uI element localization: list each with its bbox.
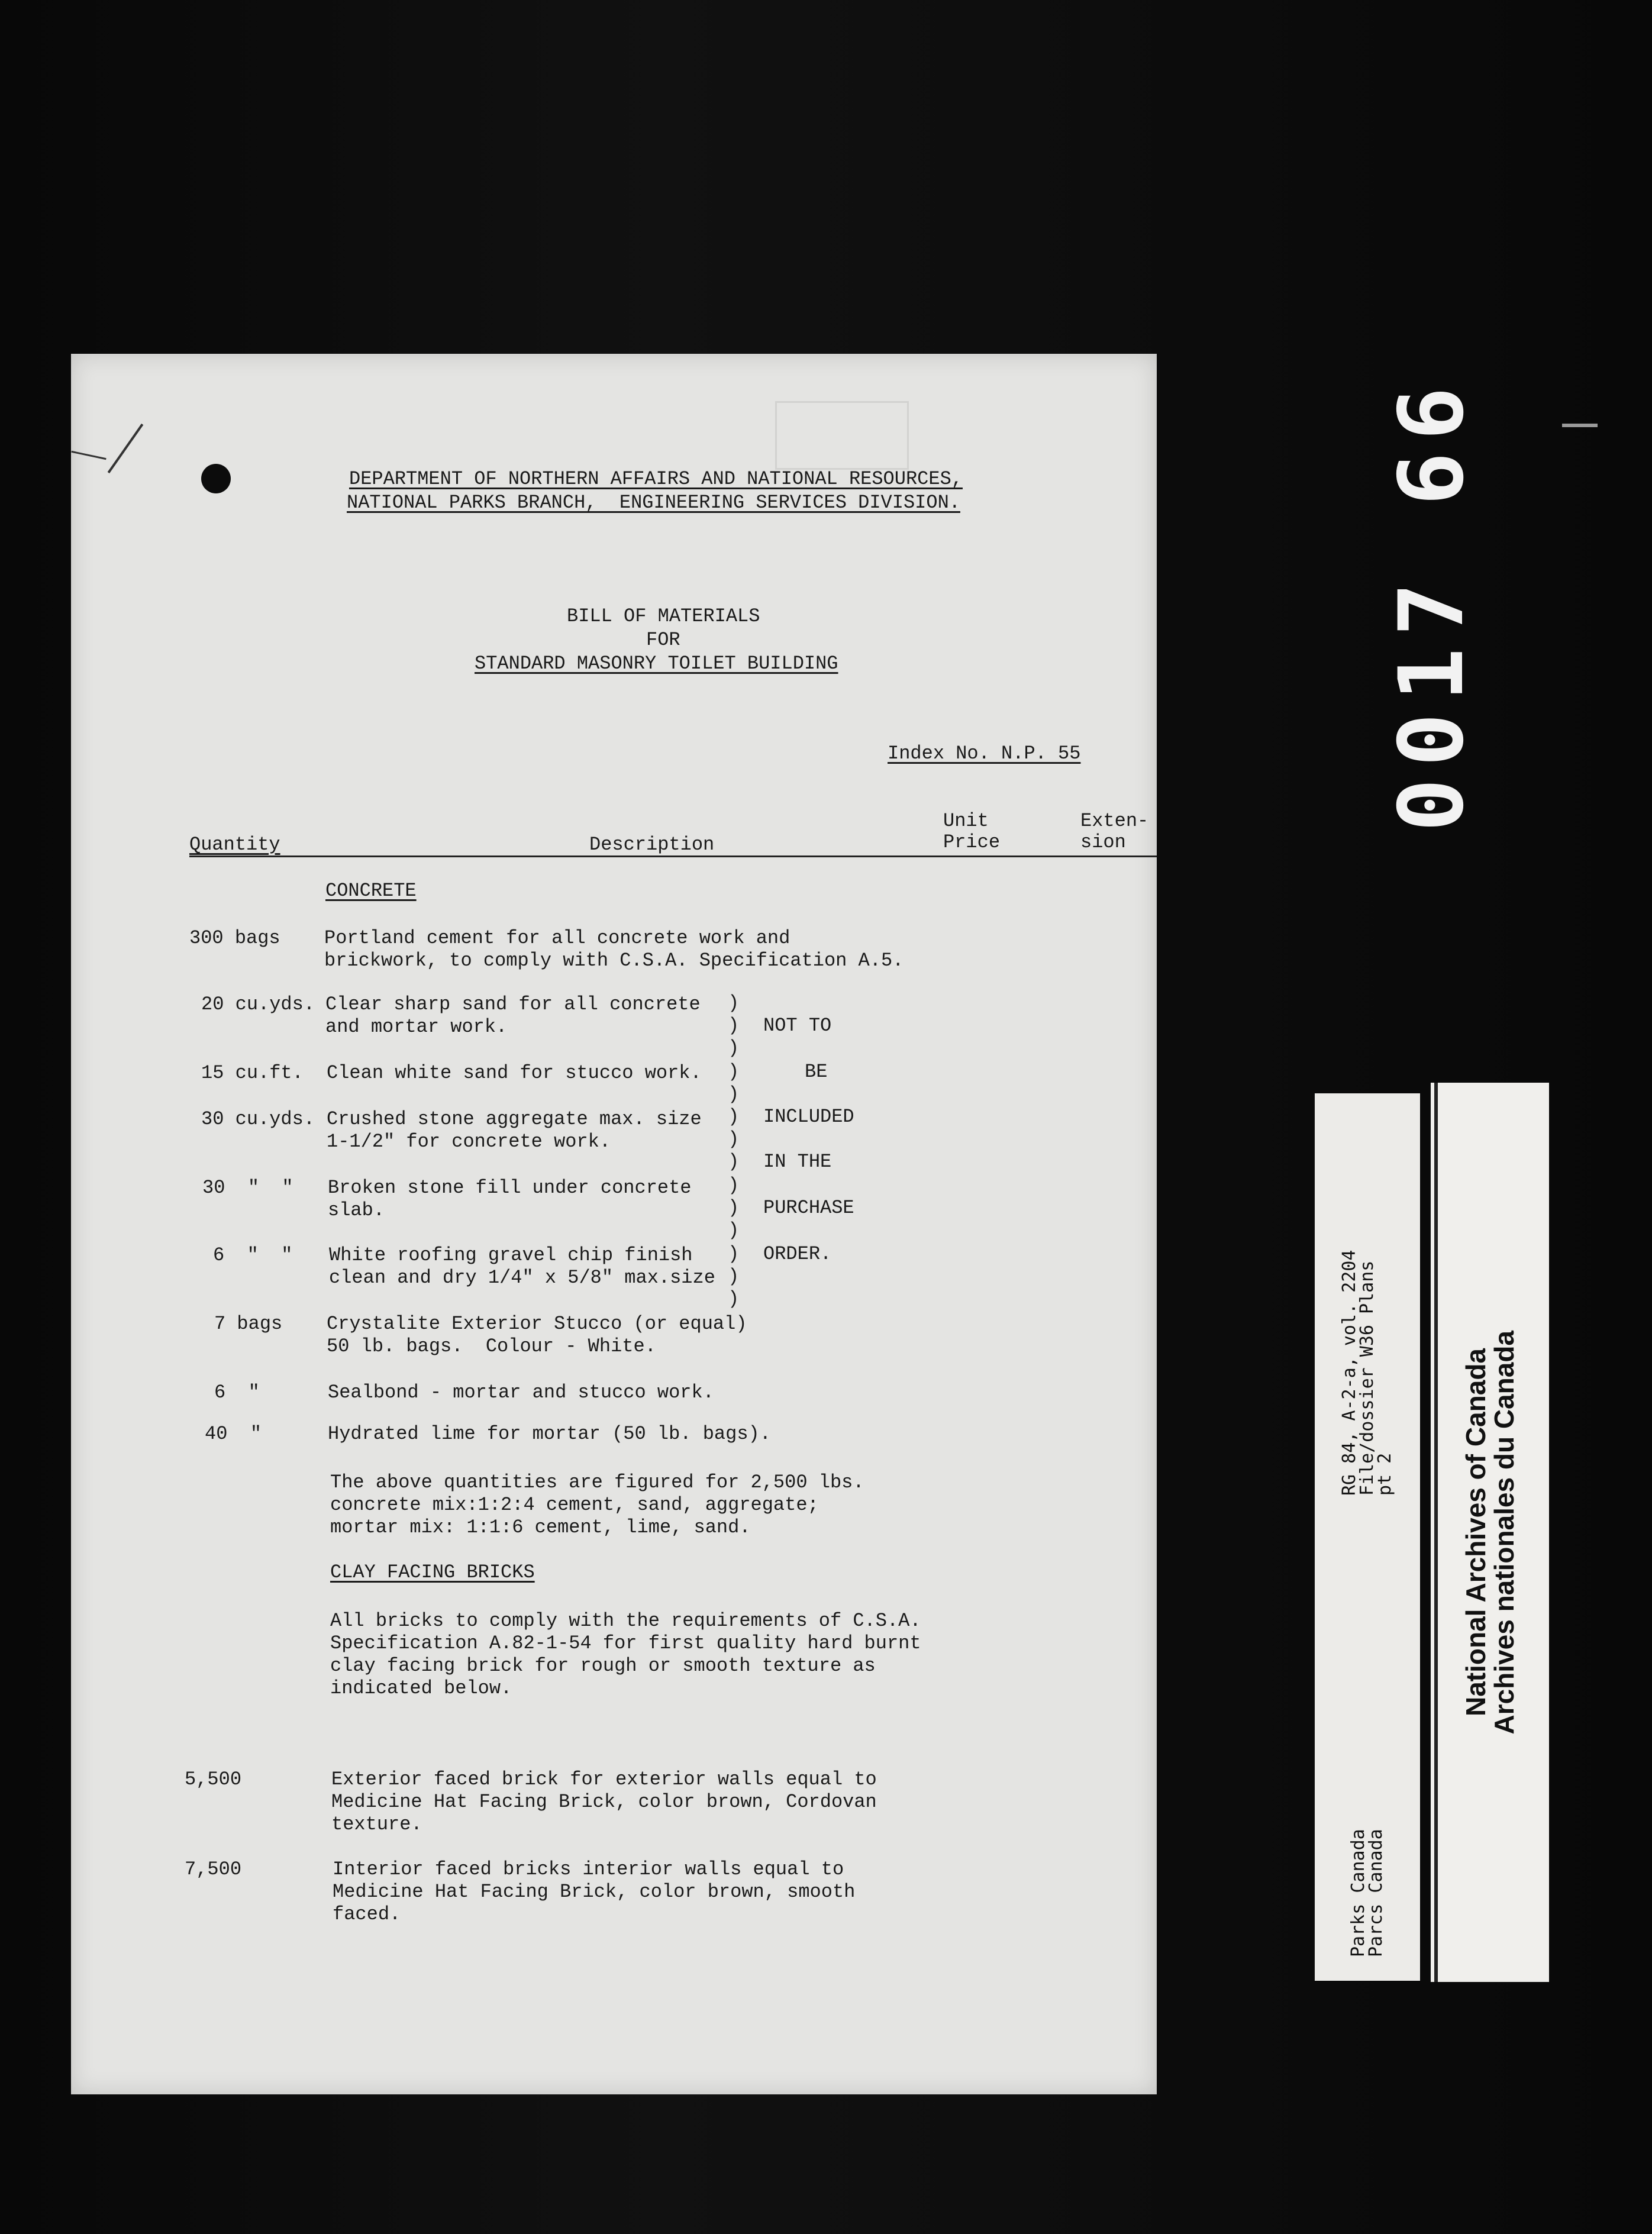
- concrete-desc: Portland cement for all concrete work and: [324, 927, 790, 949]
- archive-reference-line-2: File/dossier W36 Plans: [1357, 1260, 1377, 1496]
- concrete-desc: Clear sharp sand for all concrete: [325, 993, 701, 1015]
- quantities-note-line: concrete mix:1:2:4 cement, sand, aggregate;: [330, 1494, 819, 1516]
- brick-desc: Interior faced bricks interior walls equal to: [333, 1858, 844, 1880]
- concrete-qty: 7 bags: [214, 1313, 283, 1335]
- section-concrete: CONCRETE: [325, 880, 417, 902]
- bracket: ): [728, 992, 740, 1014]
- brick-desc: Medicine Hat Facing Brick, color brown, smooth: [333, 1881, 856, 1903]
- parks-canada-block: [1315, 1780, 1420, 1957]
- bracket: ): [728, 1106, 740, 1128]
- bracket-note-line: IN THE: [763, 1151, 832, 1173]
- archive-reference-line-3: pt 2: [1374, 1452, 1395, 1496]
- column-extension-1: Exten-: [1080, 810, 1149, 832]
- concrete-desc: clean and dry 1/4" x 5/8" max.size: [329, 1267, 715, 1289]
- title-line-3: STANDARD MASONRY TOILET BUILDING: [475, 653, 838, 674]
- brick-desc: Medicine Hat Facing Brick, color brown, Cordovan: [331, 1791, 877, 1813]
- bracket: ): [728, 1174, 740, 1196]
- concrete-qty: 30 cu.yds.: [201, 1108, 315, 1130]
- national-archives-fr: Archives nationales du Canada: [1489, 1330, 1519, 1735]
- quantities-note-line: The above quantities are figured for 2,500 lbs.: [330, 1471, 864, 1493]
- column-extension-2: sion: [1080, 831, 1126, 853]
- national-archives-text: [1431, 1083, 1549, 1982]
- department-header-line-2: NATIONAL PARKS BRANCH, ENGINEERING SERVICES DIVISION.: [347, 492, 960, 514]
- bracket: ): [728, 1219, 740, 1241]
- column-quantity: Quantity: [189, 834, 280, 855]
- concrete-desc: Broken stone fill under concrete: [328, 1177, 692, 1199]
- document-page: [71, 354, 1157, 2094]
- bracket: ): [728, 1265, 740, 1287]
- concrete-desc: 50 lb. bags. Colour - White.: [327, 1335, 656, 1357]
- department-header-line-1: DEPARTMENT OF NORTHERN AFFAIRS AND NATIONAL RESOURCES,: [349, 468, 963, 490]
- concrete-desc: 1-1/2" for concrete work.: [327, 1131, 611, 1152]
- bracket: ): [728, 1288, 740, 1310]
- bracket-note-line: INCLUDED: [763, 1106, 854, 1128]
- bracket-note-line: ORDER.: [763, 1243, 832, 1265]
- bracket: ): [728, 1037, 740, 1059]
- pencil-mark: [71, 451, 106, 460]
- bracket-note-line: PURCHASE: [763, 1197, 854, 1219]
- concrete-desc: Crushed stone aggregate max. size: [327, 1108, 702, 1130]
- concrete-desc: Crystalite Exterior Stucco (or equal): [327, 1313, 747, 1335]
- bracket: ): [728, 1151, 740, 1173]
- column-header-rule: [189, 855, 1157, 857]
- faded-stamp: [775, 401, 909, 470]
- concrete-desc: Hydrated lime for mortar (50 lb. bags).: [328, 1423, 771, 1445]
- national-archives-label: [1431, 1083, 1549, 1982]
- bricks-note-line: Specification A.82-1-54 for first quality hard burnt: [330, 1632, 921, 1654]
- bracket-note-line: NOT TO: [763, 1015, 832, 1037]
- bricks-note-line: indicated below.: [330, 1677, 512, 1699]
- bricks-note-line: clay facing brick for rough or smooth texture as: [330, 1655, 876, 1677]
- index-number: Index No. N.P. 55: [888, 742, 1081, 764]
- concrete-desc: and mortar work.: [325, 1016, 508, 1038]
- concrete-desc: White roofing gravel chip finish: [329, 1244, 693, 1266]
- bracket: ): [728, 1061, 740, 1083]
- archive-reference-block: [1315, 1117, 1420, 1496]
- concrete-qty: 40 ": [205, 1423, 262, 1445]
- bracket: ): [728, 1197, 740, 1219]
- quantities-note-line: mortar mix: 1:1:6 cement, lime, sand.: [330, 1516, 751, 1538]
- concrete-qty: 20 cu.yds.: [201, 993, 315, 1015]
- bracket: ): [728, 1243, 740, 1265]
- concrete-qty: 15 cu.ft.: [201, 1062, 304, 1084]
- pencil-mark: [108, 424, 144, 473]
- column-description: Description: [589, 834, 715, 855]
- title-line-1: BILL OF MATERIALS: [567, 605, 760, 627]
- parks-canada-en: Parks Canada: [1348, 1829, 1369, 1957]
- brick-desc: Exterior faced brick for exterior walls equal to: [331, 1768, 877, 1790]
- brick-desc: texture.: [331, 1813, 422, 1835]
- bracket: ): [728, 1128, 740, 1150]
- brick-desc: faced.: [333, 1903, 401, 1925]
- column-unit-price-1: Unit: [943, 810, 989, 832]
- column-unit-price-2: Price: [943, 831, 1001, 853]
- bricks-note-line: All bricks to comply with the requirements of C.S.A.: [330, 1610, 921, 1632]
- bracket: ): [728, 1083, 740, 1105]
- concrete-desc: slab.: [328, 1199, 385, 1221]
- parks-canada-fr: Parcs Canada: [1366, 1829, 1386, 1957]
- section-clay-facing-bricks: CLAY FACING BRICKS: [330, 1561, 535, 1583]
- concrete-qty: 6 ": [214, 1381, 260, 1403]
- concrete-qty: 300 bags: [189, 927, 280, 949]
- bracket: ): [728, 1015, 740, 1037]
- concrete-desc: brickwork, to comply with C.S.A. Specification A.5.: [324, 950, 904, 971]
- punch-hole: [201, 464, 231, 493]
- frame-number: 0017 66: [1380, 375, 1483, 832]
- bracket-note-line: BE: [805, 1061, 828, 1083]
- archive-reference-line-1: RG 84, A-2-a, vol. 2204: [1339, 1250, 1360, 1496]
- archive-reference-label: [1315, 1093, 1420, 1981]
- national-archives-en: National Archives of Canada: [1460, 1348, 1491, 1716]
- brick-qty: 5,500: [185, 1768, 242, 1790]
- brick-qty: 7,500: [185, 1858, 242, 1880]
- frame-tick-mark: [1562, 424, 1598, 427]
- title-line-2: FOR: [646, 629, 680, 651]
- concrete-desc: Sealbond - mortar and stucco work.: [328, 1381, 714, 1403]
- concrete-desc: Clean white sand for stucco work.: [327, 1062, 702, 1084]
- concrete-qty: 6 " ": [213, 1244, 293, 1266]
- concrete-qty: 30 " ": [202, 1177, 293, 1199]
